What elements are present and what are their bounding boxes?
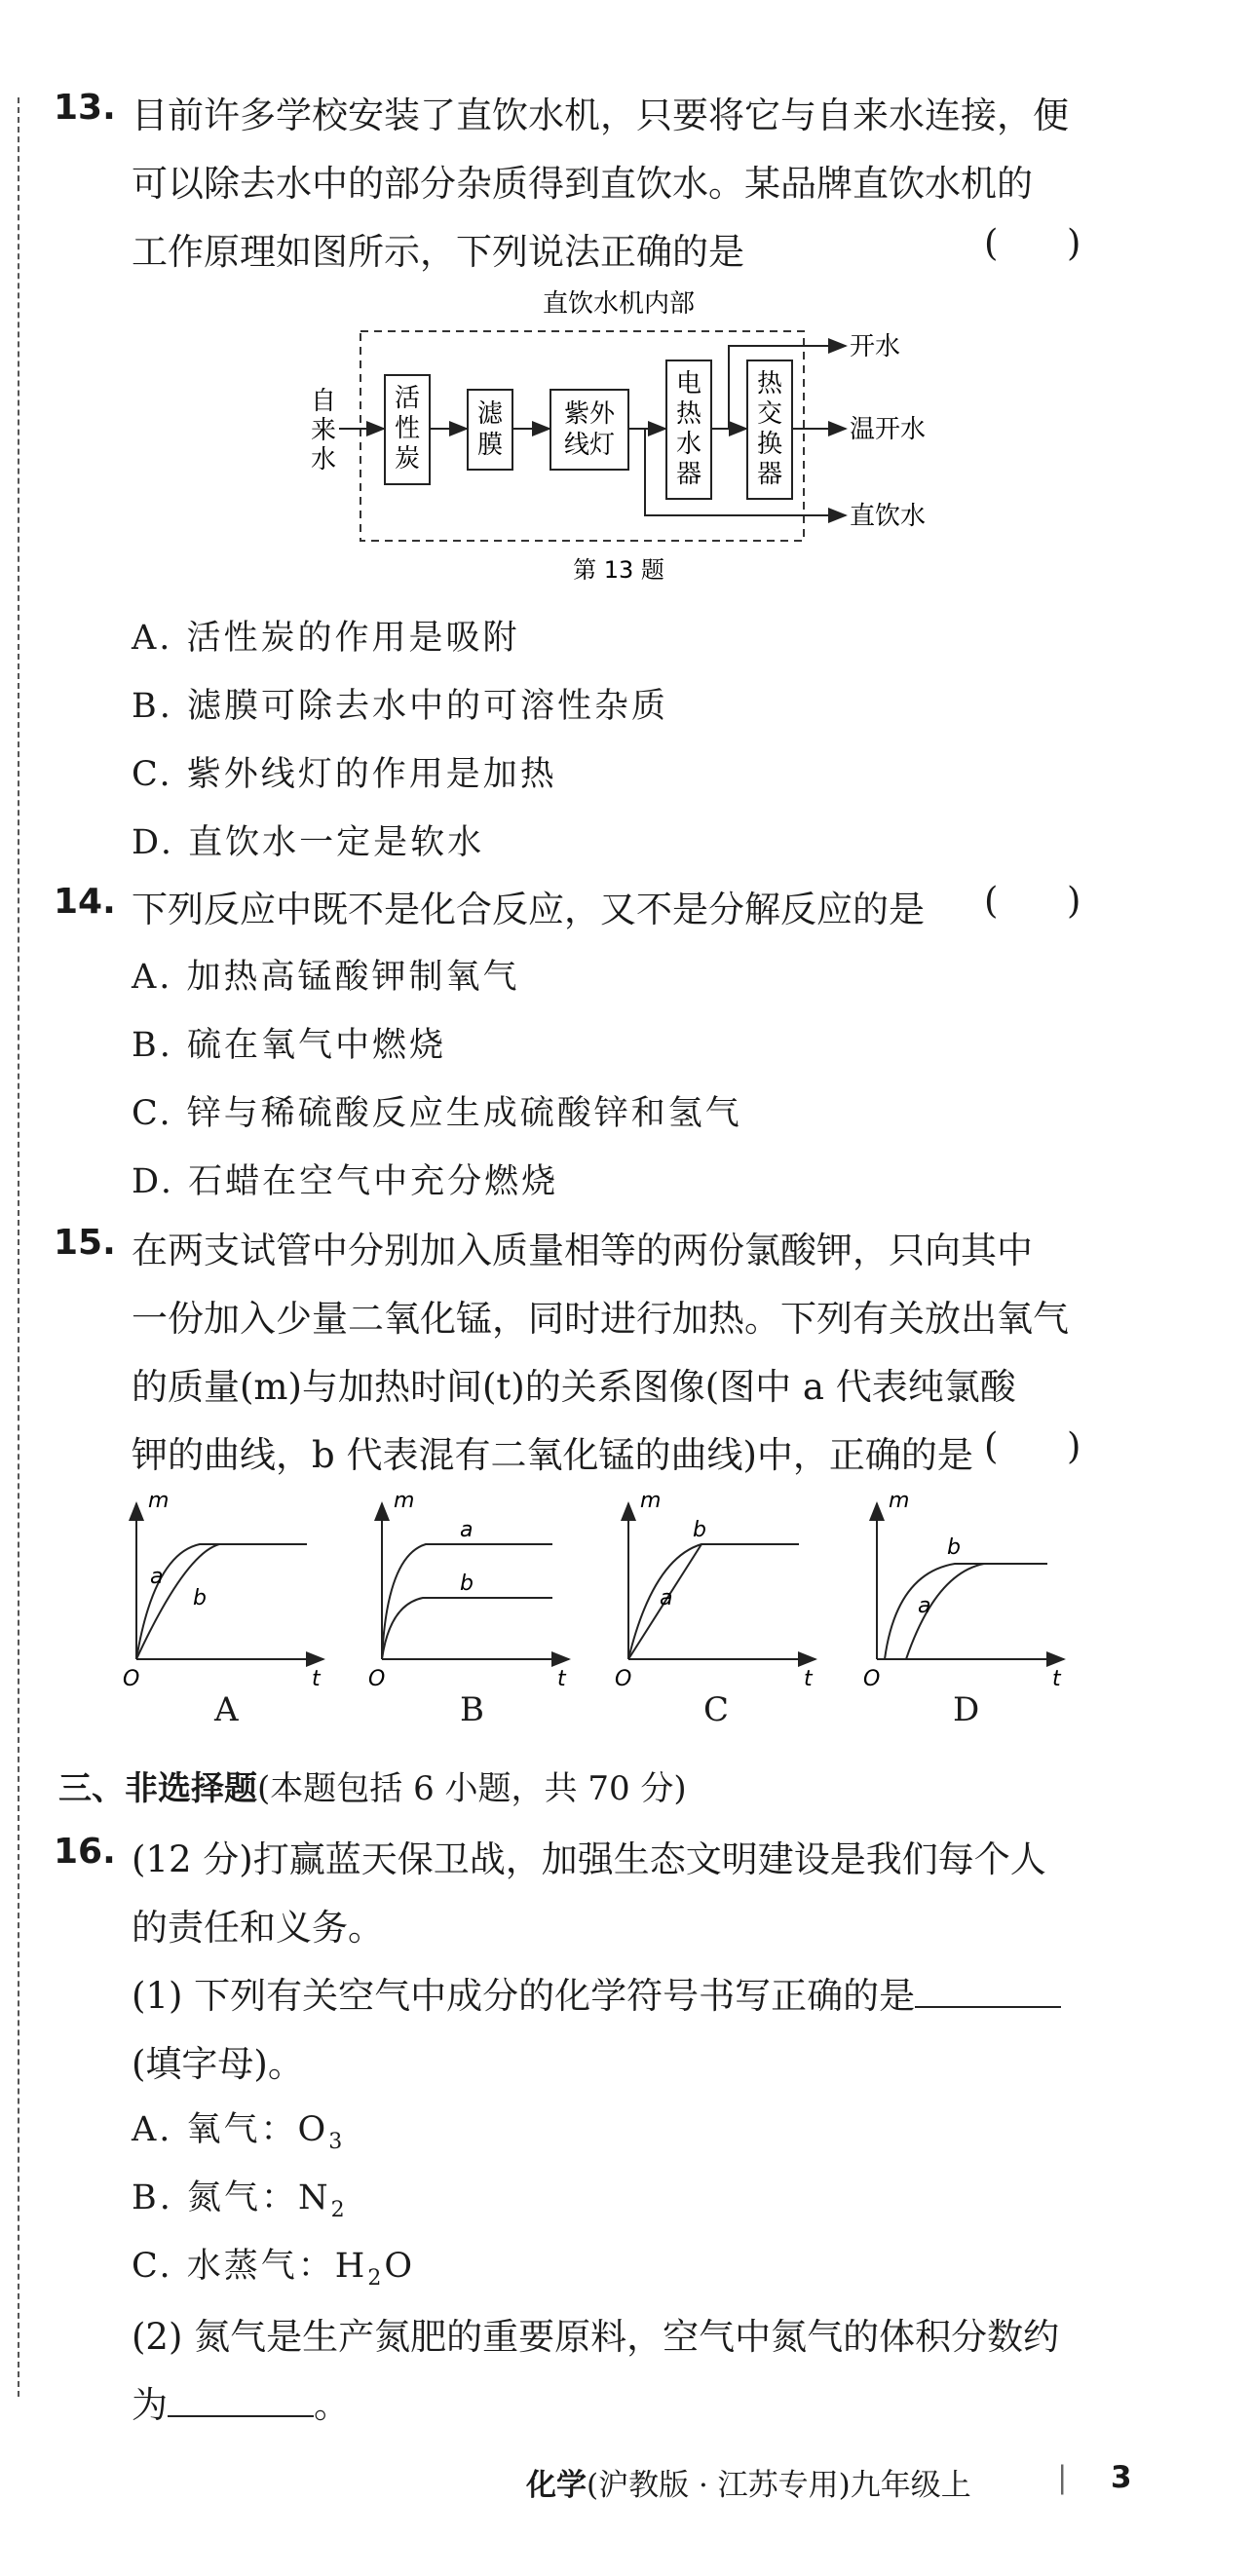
question-16-part-1-text: (1) 下列有关空气中成分的化学符号书写正确的是: [132, 1975, 916, 2017]
graph-label-a[interactable]: A: [214, 1690, 239, 1729]
inlet-char-2: 来: [310, 416, 337, 445]
graph-b-x-label: t: [557, 1667, 566, 1691]
carbon-char-3: 炭: [394, 444, 421, 474]
part-2-prefix: 为: [132, 2384, 168, 2426]
question-16-stem-line-2: 的责任和义务。: [132, 1907, 384, 1949]
question-13-number: 13.: [54, 88, 116, 128]
section-3-heading: 三、非选择题: [58, 1769, 257, 1808]
inlet-char-1: 自: [310, 387, 337, 416]
option-c-tail: O: [384, 2247, 416, 2286]
question-16-part-2-line-1: (2) 氮气是生产氮肥的重要原料，空气中氮气的体积分数约: [132, 2316, 1060, 2358]
exchanger-char-3: 换: [756, 430, 783, 459]
section-3-heading-row: [58, 1762, 687, 1809]
graph-label-c[interactable]: C: [703, 1690, 730, 1729]
option-c-text: C. 水蒸气：H: [132, 2247, 368, 2286]
graph-d-label-a: a: [918, 1594, 931, 1618]
question-16-part-1-line-1: [132, 1966, 1061, 2019]
graph-option-d[interactable]: [857, 1486, 1072, 1695]
inlet-char-3: 水: [310, 445, 337, 474]
question-13-stem-line-3: 工作原理如图所示，下列说法正确的是: [132, 231, 744, 273]
section-3-note: (本题包括 6 小题，共 70 分): [257, 1769, 687, 1808]
exchanger-char-1: 热: [756, 369, 783, 398]
graph-b-label-b: b: [460, 1572, 474, 1596]
question-13-stem-line-1: 目前许多学校安装了直饮水机，只要将它与自来水连接，便: [132, 95, 1069, 136]
question-16-option-b[interactable]: [132, 2171, 348, 2222]
question-14-option-a[interactable]: A. 加热高锰酸钾制氧气: [132, 958, 520, 997]
graph-c-curve-b: [628, 1544, 799, 1659]
graph-b-label-a: a: [460, 1518, 474, 1542]
graph-d-x-label: t: [1052, 1667, 1061, 1691]
question-16-number: 16.: [54, 1832, 116, 1872]
membrane-char-1: 滤: [476, 399, 504, 429]
footer-edition: (沪教版 · 江苏专用)九年级上: [587, 2468, 971, 2503]
option-a-text: A. 氧气：O: [132, 2110, 329, 2149]
exchanger-char-4: 器: [756, 460, 783, 489]
question-16-part-1-blank[interactable]: [915, 2006, 1061, 2008]
question-14-answer-paren: ( ): [984, 880, 1081, 922]
graph-option-a[interactable]: [117, 1486, 331, 1695]
question-16-part-2-line-2: [132, 2375, 350, 2428]
question-13-answer-paren: ( ): [984, 222, 1081, 264]
graph-d-origin: O: [863, 1667, 881, 1691]
graph-a-y-label: m: [148, 1489, 170, 1513]
graph-d-y-label: m: [889, 1489, 910, 1513]
question-13-option-d[interactable]: D. 直饮水一定是软水: [132, 823, 485, 862]
margin-dashed-rule: [18, 97, 19, 2397]
option-a-subscript: 3: [328, 2130, 346, 2154]
footer-page-number: 3: [1111, 2460, 1132, 2495]
uv-text-1: 紫外: [563, 399, 616, 429]
footer-subject: 化学: [526, 2468, 587, 2503]
question-15-answer-paren: ( ): [984, 1425, 1081, 1467]
graph-d-label-b: b: [947, 1535, 961, 1560]
heater-char-4: 器: [675, 460, 702, 489]
question-13-option-a[interactable]: A. 活性炭的作用是吸附: [132, 619, 520, 658]
heater-char-2: 热: [675, 399, 702, 429]
question-13-stem-line-2: 可以除去水中的部分杂质得到直饮水。某品牌直饮水机的: [132, 163, 1033, 205]
option-c-subscript: 2: [367, 2266, 385, 2291]
graph-label-d[interactable]: D: [953, 1690, 980, 1729]
inlet-label: [311, 387, 336, 474]
output-direct-water: 直饮水: [850, 502, 927, 531]
output-warm-water: 温开水: [850, 415, 927, 444]
question-14-stem: 下列反应中既不是化合反应，又不是分解反应的是: [132, 889, 925, 930]
water-dispenser-diagram: [292, 278, 955, 589]
graph-a-curve-a: [136, 1544, 307, 1659]
question-14-option-b[interactable]: B. 硫在氧气中燃烧: [132, 1026, 446, 1065]
heater-char-3: 水: [675, 430, 702, 459]
question-16-part-2-blank[interactable]: [168, 2415, 314, 2417]
graph-label-b[interactable]: B: [460, 1690, 484, 1729]
question-16-option-a[interactable]: [132, 2102, 345, 2154]
membrane-char-2: 膜: [476, 431, 504, 460]
graph-a-origin: O: [123, 1667, 140, 1691]
graph-option-b[interactable]: [362, 1486, 577, 1695]
question-13-option-c[interactable]: C. 紫外线灯的作用是加热: [132, 755, 557, 794]
graph-a-x-label: t: [312, 1667, 321, 1691]
graph-b-curve-b: [382, 1598, 552, 1659]
graph-b-origin: O: [368, 1667, 386, 1691]
exchanger-char-2: 交: [756, 399, 783, 429]
question-16-stem-line-1: (12 分)打赢蓝天保卫战，加强生态文明建设是我们每个人: [132, 1838, 1046, 1880]
arrow-direct-water-out: [645, 429, 846, 515]
graph-c-y-label: m: [640, 1489, 662, 1513]
graph-a-label-a: a: [150, 1565, 164, 1589]
question-15-stem-line-3: 的质量(m)与加热时间(t)的关系图像(图中 a 代表纯氯酸: [132, 1366, 1016, 1408]
option-b-subscript: 2: [330, 2198, 348, 2222]
carbon-char-1: 活: [394, 384, 421, 413]
graph-d-curve-b: [885, 1564, 1047, 1659]
question-15-stem-line-2: 一份加入少量二氧化锰，同时进行加热。下列有关放出氧气: [132, 1298, 1069, 1340]
heater-char-1: 电: [675, 369, 702, 398]
question-16-part-1-line-2: (填字母)。: [132, 2043, 304, 2085]
graph-option-c[interactable]: [609, 1486, 823, 1695]
question-16-option-c[interactable]: [132, 2239, 415, 2291]
question-15-number: 15.: [54, 1223, 116, 1263]
graph-b-y-label: m: [394, 1489, 415, 1513]
part-2-suffix: 。: [314, 2384, 350, 2426]
diagram-caption: 第 13 题: [573, 556, 664, 584]
graph-a-label-b: b: [193, 1586, 207, 1610]
question-13-option-b[interactable]: B. 滤膜可除去水中的可溶性杂质: [132, 687, 668, 726]
carbon-char-2: 性: [394, 414, 421, 443]
uv-text-2: 线灯: [563, 431, 616, 460]
graph-c-label-b: b: [693, 1518, 706, 1542]
question-14-option-c[interactable]: C. 锌与稀硫酸反应生成硫酸锌和氢气: [132, 1094, 742, 1133]
output-boiling-water: 开水: [850, 332, 901, 361]
graph-c-origin: O: [615, 1667, 632, 1691]
graph-b-curve-a: [382, 1544, 552, 1659]
question-15-stem-line-1: 在两支试管中分别加入质量相等的两份氯酸钾，只向其中: [132, 1230, 1033, 1271]
graph-c-x-label: t: [804, 1667, 813, 1691]
question-14-number: 14.: [54, 882, 116, 922]
question-15-stem-line-4: 钾的曲线，b 代表混有二氧化锰的曲线)中，正确的是: [132, 1434, 973, 1476]
footer-book-title: [526, 2460, 971, 2504]
graph-c-label-a: a: [660, 1586, 673, 1610]
diagram-title: 直饮水机内部: [542, 289, 696, 319]
graph-a-curve-b: [136, 1544, 219, 1659]
footer-separator: |: [1057, 2460, 1068, 2495]
option-b-text: B. 氮气：N: [132, 2178, 331, 2217]
question-14-option-d[interactable]: D. 石蜡在空气中充分燃烧: [132, 1162, 559, 1201]
